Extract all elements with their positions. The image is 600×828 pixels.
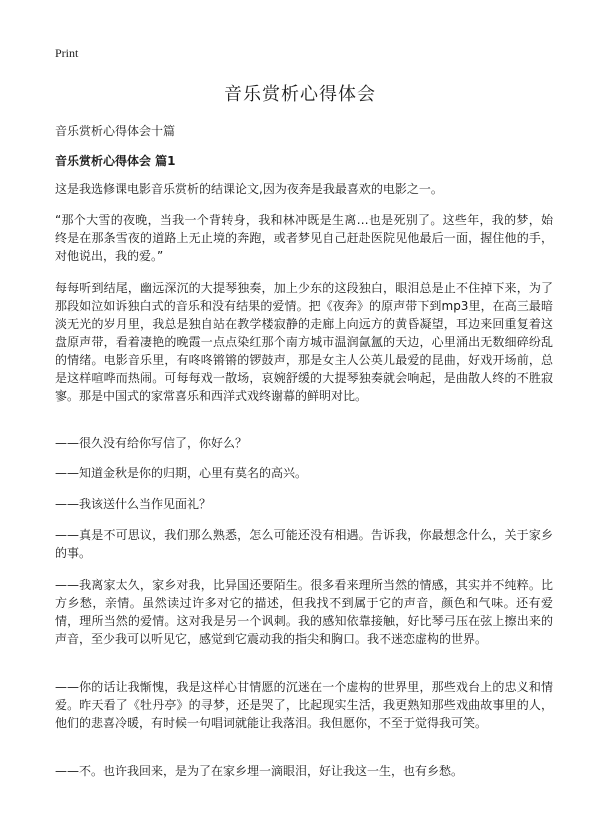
page-title: 音乐赏析心得体会 bbox=[224, 84, 376, 105]
paragraph: ——很久没有给你写信了，你好么？ bbox=[55, 436, 248, 450]
paragraph: 这是我选修课电影音乐赏析的结课论文,因为夜奔是我最喜欢的电影之一。 bbox=[55, 182, 443, 196]
paragraph: ——我该送什么当作见面礼？ bbox=[55, 497, 212, 511]
paragraph: ——知道金秋是你的归期，心里有莫名的高兴。 bbox=[55, 466, 308, 480]
section-heading: 音乐赏析心得体会 篇1 bbox=[55, 154, 176, 168]
paragraph: ——你的话让我惭愧，我是这样心甘情愿的沉迷在一个虚构的世界里，那些戏台上的忠义和情爱。昨天看了《牡丹亭》的寻梦，还是哭了，比起现实生活，我更熟知那些戏曲故事里的人，他们的悲喜冷暖，有时候一句唱词就能让我落泪。我但愿你，不至于觉得我可笑。 bbox=[55, 680, 553, 730]
paragraph: ——我离家太久，家乡对我，比异国还要陌生。很多看来理所当然的情感，其实并不纯粹。比方乡愁，亲情。虽然读过许多对它的描述，但我找不到属于它的声音，颜色和气味。还有爱情，理所当然的爱情。这对我是另一个讽刺。我的感知依靠接触，好比琴弓压在弦上擦出来的声音，至少我可以听见它，感觉到它震动我的指尖和胸口。我不迷恋虚构的世界。 bbox=[55, 578, 553, 646]
paragraph: “那个大雪的夜晚，当我一个背转身，我和林冲既是生离…也是死别了。这些年，我的梦，始终是在那条雪夜的道路上无止境的奔跑，或者梦见自己赶赴医院见他最后一面，握住他的手，对他说出，我的爱。” bbox=[55, 213, 553, 263]
print-link[interactable]: Print bbox=[55, 46, 79, 60]
paragraph: ——真是不可思议，我们那么熟悉，怎么可能还没有相遇。告诉我，你最想念什么，关于家乡的事。 bbox=[55, 528, 553, 560]
paragraph: 每每听到结尾，幽远深沉的大提琴独奏，加上少东的这段独白，眼泪总是止不住掉下来，为了那段如泣如诉独白式的音乐和没有结果的爱情。把《夜奔》的原声带下到mp3里，在高三最暗淡无光的岁月里，我总是独自站在教学楼寂静的走廊上向远方的黄昏凝望，耳边来回重复着这盘原声带，看着凄艳的晚霞一点点染红那个南方城市温润氤氲的天边，心里涌出无数细碎纷乱的情绪。电影音乐里，有咚咚锵锵的锣鼓声，那是女主人公英儿最爱的昆曲，好戏开场前，总是这样喧哗而热闹。可每每戏一散场，哀婉舒缓的大提琴独奏就会响起，是曲散人终的不胜寂寥。那是中国式的家常喜乐和西洋式戏终谢幕的鲜明对比。 bbox=[55, 281, 553, 403]
subtitle: 音乐赏析心得体会十篇 bbox=[55, 124, 176, 138]
paragraph: ——不。也许我回来，是为了在家乡埋一滴眼泪，好让我这一生，也有乡愁。 bbox=[55, 764, 464, 778]
